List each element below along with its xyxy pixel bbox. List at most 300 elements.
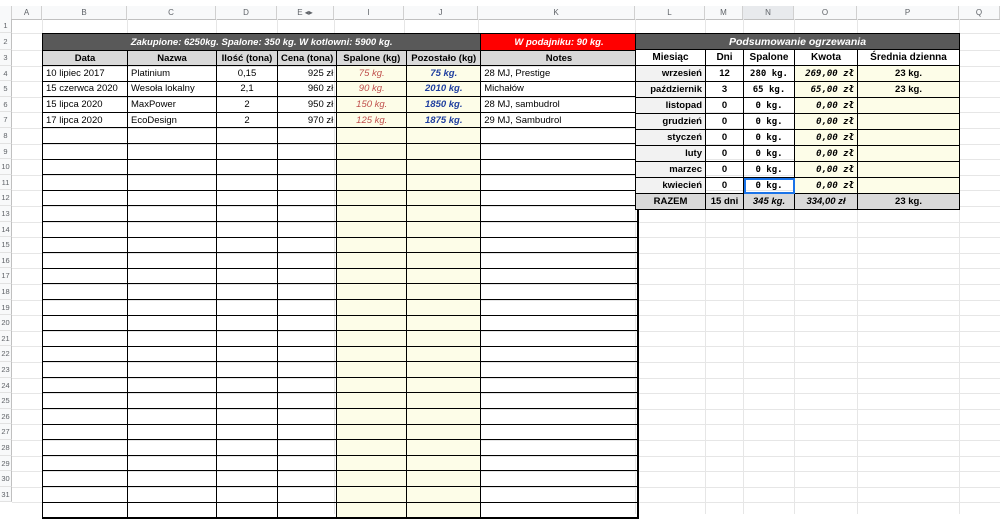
cell-spalone[interactable] — [337, 253, 407, 269]
cell-notes[interactable] — [481, 221, 638, 237]
cell-ilosc[interactable] — [217, 331, 278, 347]
row-header-24[interactable]: 24 — [0, 378, 12, 394]
cell-ilosc[interactable] — [217, 424, 278, 440]
cell-nazwa[interactable] — [128, 315, 217, 331]
cell-cena[interactable] — [278, 424, 337, 440]
row-header-28[interactable]: 28 — [0, 440, 12, 456]
cell-nazwa[interactable] — [128, 143, 217, 159]
summary-cell-amt[interactable]: 0,00 zł — [795, 98, 858, 114]
cell-pozostalo[interactable] — [407, 393, 481, 409]
row-header-1[interactable]: 1 — [0, 19, 12, 33]
cell-pozostalo[interactable] — [407, 175, 481, 191]
cell-data[interactable]: 10 lipiec 2017 — [43, 66, 128, 82]
cell-spalone[interactable] — [337, 331, 407, 347]
cell-cena[interactable]: 960 zł — [278, 81, 337, 97]
cell-notes[interactable] — [481, 253, 638, 269]
cell-notes[interactable] — [481, 315, 638, 331]
cell-spalone[interactable]: 90 kg. — [337, 81, 407, 97]
cell-pozostalo[interactable] — [407, 143, 481, 159]
cell-cena[interactable] — [278, 440, 337, 456]
row-header-3[interactable]: 3 — [0, 50, 12, 66]
cell-spalone[interactable] — [337, 455, 407, 471]
cell-data[interactable] — [43, 331, 128, 347]
header-cena[interactable]: Cena (tona) — [278, 51, 337, 66]
cell-cena[interactable] — [278, 502, 337, 518]
column-header-p[interactable]: P — [857, 6, 959, 19]
feeder-banner[interactable]: W podajniku: 90 kg. — [481, 34, 638, 51]
cell-notes[interactable]: 28 MJ, Prestige — [481, 66, 638, 82]
cell-pozostalo[interactable] — [407, 284, 481, 300]
cell-ilosc[interactable] — [217, 440, 278, 456]
cell-ilosc[interactable] — [217, 268, 278, 284]
cell-ilosc[interactable] — [217, 206, 278, 222]
cell-pozostalo[interactable] — [407, 346, 481, 362]
cell-spalone[interactable] — [337, 221, 407, 237]
select-all-corner[interactable] — [0, 6, 12, 19]
summary-cell-amt[interactable]: 0,00 zł — [795, 114, 858, 130]
cell-cena[interactable] — [278, 190, 337, 206]
summary-cell-days[interactable]: 3 — [706, 82, 744, 98]
cell-data[interactable] — [43, 190, 128, 206]
summary-cell-burn[interactable]: 280 kg. — [744, 66, 795, 82]
cell-data[interactable] — [43, 377, 128, 393]
cell-notes[interactable] — [481, 362, 638, 378]
cell-pozostalo[interactable] — [407, 299, 481, 315]
cell-notes[interactable] — [481, 455, 638, 471]
column-header-d[interactable]: D — [216, 6, 277, 19]
summary-cell-amt[interactable]: 269,00 zł — [795, 66, 858, 82]
cell-spalone[interactable] — [337, 409, 407, 425]
hidden-columns-arrows-icon[interactable]: ◂▸ — [304, 8, 313, 17]
cell-ilosc[interactable] — [217, 393, 278, 409]
cell-ilosc[interactable] — [217, 175, 278, 191]
column-header-a[interactable]: A — [12, 6, 42, 19]
column-header-i[interactable]: I — [334, 6, 404, 19]
row-header-30[interactable]: 30 — [0, 471, 12, 487]
cell-spalone[interactable] — [337, 175, 407, 191]
cell-ilosc[interactable] — [217, 487, 278, 503]
cell-nazwa[interactable] — [128, 346, 217, 362]
summary-cell-days[interactable]: 12 — [706, 66, 744, 82]
summary-cell-month[interactable]: październik — [636, 82, 706, 98]
row-header-6[interactable]: 6 — [0, 97, 12, 113]
cell-notes[interactable] — [481, 393, 638, 409]
column-header-e[interactable] — [277, 6, 334, 19]
cell-spalone[interactable] — [337, 502, 407, 518]
cell-nazwa[interactable] — [128, 409, 217, 425]
cell-nazwa[interactable] — [128, 377, 217, 393]
summary-cell-days[interactable]: 0 — [706, 130, 744, 146]
cell-spalone[interactable]: 150 kg. — [337, 97, 407, 113]
cell-notes[interactable] — [481, 268, 638, 284]
cell-ilosc[interactable] — [217, 253, 278, 269]
row-header-4[interactable]: 4 — [0, 66, 12, 82]
row-header-11[interactable]: 11 — [0, 175, 12, 191]
summary-cell-month[interactable]: marzec — [636, 162, 706, 178]
summary-cell-month[interactable]: listopad — [636, 98, 706, 114]
summary-cell-burn[interactable]: 0 kg. — [744, 130, 795, 146]
row-header-15[interactable]: 15 — [0, 237, 12, 253]
cell-spalone[interactable] — [337, 299, 407, 315]
column-header-n[interactable]: N — [743, 6, 794, 19]
summary-title[interactable]: Podsumowanie ogrzewania — [636, 34, 960, 50]
cell-ilosc[interactable] — [217, 284, 278, 300]
cell-spalone[interactable] — [337, 268, 407, 284]
summary-cell-days[interactable]: 0 — [706, 178, 744, 194]
cell-data[interactable] — [43, 253, 128, 269]
cell-ilosc[interactable] — [217, 346, 278, 362]
row-header-20[interactable]: 20 — [0, 315, 12, 331]
cell-notes[interactable] — [481, 143, 638, 159]
cell-pozostalo[interactable] — [407, 237, 481, 253]
cell-pozostalo[interactable] — [407, 424, 481, 440]
summary-cell-month[interactable]: luty — [636, 146, 706, 162]
cell-pozostalo[interactable] — [407, 440, 481, 456]
cell-ilosc[interactable] — [217, 143, 278, 159]
row-header-31[interactable]: 31 — [0, 487, 12, 503]
cell-nazwa[interactable]: EcoDesign — [128, 112, 217, 128]
summary-cell-avg[interactable] — [858, 162, 960, 178]
row-header-25[interactable]: 25 — [0, 393, 12, 409]
summary-cell-month[interactable]: kwiecień — [636, 178, 706, 194]
cell-pozostalo[interactable] — [407, 362, 481, 378]
cell-nazwa[interactable] — [128, 175, 217, 191]
cell-spalone[interactable] — [337, 190, 407, 206]
cell-data[interactable] — [43, 128, 128, 144]
header-notes[interactable]: Notes — [481, 51, 638, 66]
summary-cell-avg[interactable]: 23 kg. — [858, 82, 960, 98]
header-nazwa[interactable]: Nazwa — [128, 51, 217, 66]
header-pozostalo[interactable]: Pozostało (kg) — [407, 51, 481, 66]
column-header-l[interactable]: L — [635, 6, 705, 19]
cell-ilosc[interactable] — [217, 128, 278, 144]
cell-data[interactable] — [43, 393, 128, 409]
cell-notes[interactable] — [481, 487, 638, 503]
column-header-k[interactable]: K — [478, 6, 635, 19]
cell-notes[interactable] — [481, 237, 638, 253]
cell-nazwa[interactable] — [128, 284, 217, 300]
column-header-j[interactable]: J — [404, 6, 478, 19]
cell-ilosc[interactable] — [217, 221, 278, 237]
cell-nazwa[interactable] — [128, 393, 217, 409]
cell-pozostalo[interactable]: 1850 kg. — [407, 97, 481, 113]
cell-data[interactable] — [43, 315, 128, 331]
cell-cena[interactable]: 950 zł — [278, 97, 337, 113]
cell-spalone[interactable]: 75 kg. — [337, 66, 407, 82]
cell-cena[interactable] — [278, 237, 337, 253]
cell-cena[interactable] — [278, 206, 337, 222]
total-daily-avg[interactable]: 23 kg. — [858, 194, 960, 210]
row-header-23[interactable]: 23 — [0, 362, 12, 378]
summary-cell-amt[interactable]: 0,00 zł — [795, 130, 858, 146]
cell-cena[interactable] — [278, 143, 337, 159]
cell-ilosc[interactable] — [217, 315, 278, 331]
summary-cell-amt[interactable]: 0,00 zł — [795, 162, 858, 178]
total-days[interactable]: 15 dni — [706, 194, 744, 210]
cell-cena[interactable] — [278, 221, 337, 237]
cell-pozostalo[interactable] — [407, 487, 481, 503]
row-header-27[interactable]: 27 — [0, 424, 12, 440]
cell-data[interactable] — [43, 206, 128, 222]
row-header-5[interactable]: 5 — [0, 81, 12, 97]
cell-pozostalo[interactable] — [407, 221, 481, 237]
row-header-12[interactable]: 12 — [0, 190, 12, 206]
cell-cena[interactable] — [278, 315, 337, 331]
cell-notes[interactable] — [481, 440, 638, 456]
cell-notes[interactable] — [481, 206, 638, 222]
cell-ilosc[interactable]: 2 — [217, 97, 278, 113]
row-header-10[interactable]: 10 — [0, 159, 12, 175]
cell-pozostalo[interactable] — [407, 502, 481, 518]
cell-pozostalo[interactable] — [407, 190, 481, 206]
cell-notes[interactable] — [481, 424, 638, 440]
column-header-q[interactable]: Q — [959, 6, 1000, 19]
cell-cena[interactable] — [278, 346, 337, 362]
summary-cell-burn[interactable]: 0 kg. — [744, 114, 795, 130]
cell-nazwa[interactable] — [128, 206, 217, 222]
cell-data[interactable]: 17 lipca 2020 — [43, 112, 128, 128]
cell-cena[interactable] — [278, 299, 337, 315]
cell-nazwa[interactable] — [128, 253, 217, 269]
row-header-9[interactable]: 9 — [0, 144, 12, 160]
cell-nazwa[interactable] — [128, 362, 217, 378]
cell-cena[interactable] — [278, 331, 337, 347]
cell-notes[interactable] — [481, 377, 638, 393]
row-header-8[interactable]: 8 — [0, 128, 12, 144]
cell-ilosc[interactable]: 2 — [217, 112, 278, 128]
cell-spalone[interactable] — [337, 128, 407, 144]
cell-cena[interactable] — [278, 175, 337, 191]
summary-cell-burn[interactable]: 0 kg. — [744, 98, 795, 114]
cell-notes[interactable]: 28 MJ, sambudrol — [481, 97, 638, 113]
cell-spalone[interactable] — [337, 362, 407, 378]
summary-cell-burn[interactable]: 0 kg. — [744, 178, 795, 194]
summary-cell-avg[interactable]: 23 kg. — [858, 66, 960, 82]
summary-header-burned[interactable]: Spalone — [744, 50, 795, 66]
cell-data[interactable]: 15 lipca 2020 — [43, 97, 128, 113]
cell-data[interactable] — [43, 268, 128, 284]
header-data[interactable]: Data — [43, 51, 128, 66]
row-header-13[interactable]: 13 — [0, 206, 12, 222]
cell-data[interactable] — [43, 284, 128, 300]
cell-notes[interactable] — [481, 471, 638, 487]
summary-cell-burn[interactable]: 0 kg. — [744, 162, 795, 178]
cell-pozostalo[interactable] — [407, 455, 481, 471]
column-header-c[interactable]: C — [127, 6, 216, 19]
cell-cena[interactable] — [278, 253, 337, 269]
cell-cena[interactable] — [278, 471, 337, 487]
row-header-19[interactable]: 19 — [0, 300, 12, 316]
cell-data[interactable] — [43, 487, 128, 503]
cell-data[interactable] — [43, 440, 128, 456]
summary-cell-amt[interactable]: 0,00 zł — [795, 178, 858, 194]
cell-ilosc[interactable] — [217, 159, 278, 175]
header-ilosc[interactable]: Ilość (tona) — [217, 51, 278, 66]
cell-data[interactable] — [43, 424, 128, 440]
cell-spalone[interactable] — [337, 237, 407, 253]
cell-pozostalo[interactable]: 2010 kg. — [407, 81, 481, 97]
cell-pozostalo[interactable] — [407, 206, 481, 222]
row-header-21[interactable]: 21 — [0, 331, 12, 347]
summary-cell-amt[interactable]: 65,00 zł — [795, 82, 858, 98]
cell-nazwa[interactable]: Wesoła lokalny — [128, 81, 217, 97]
cell-ilosc[interactable] — [217, 502, 278, 518]
cell-cena[interactable] — [278, 268, 337, 284]
row-header-7[interactable]: 7 — [0, 112, 12, 128]
summary-cell-avg[interactable] — [858, 130, 960, 146]
cell-nazwa[interactable] — [128, 440, 217, 456]
cell-nazwa[interactable] — [128, 128, 217, 144]
cell-notes[interactable] — [481, 190, 638, 206]
cell-notes[interactable]: 29 MJ, Sambudrol — [481, 112, 638, 128]
cell-pozostalo[interactable] — [407, 409, 481, 425]
cell-nazwa[interactable] — [128, 299, 217, 315]
row-header-29[interactable]: 29 — [0, 456, 12, 472]
cell-spalone[interactable] — [337, 315, 407, 331]
column-header-m[interactable]: M — [705, 6, 743, 19]
summary-cell-month[interactable]: wrzesień — [636, 66, 706, 82]
cell-pozostalo[interactable] — [407, 315, 481, 331]
cell-spalone[interactable] — [337, 206, 407, 222]
summary-cell-avg[interactable] — [858, 146, 960, 162]
cell-spalone[interactable] — [337, 346, 407, 362]
cell-pozostalo[interactable] — [407, 268, 481, 284]
row-header-16[interactable]: 16 — [0, 253, 12, 269]
purchase-summary-banner[interactable]: Zakupione: 6250kg. Spalone: 350 kg. W kotlowni: 5900 kg. — [43, 34, 481, 51]
cell-ilosc[interactable]: 0,15 — [217, 66, 278, 82]
cell-spalone[interactable] — [337, 440, 407, 456]
cell-pozostalo[interactable] — [407, 331, 481, 347]
cell-notes[interactable] — [481, 128, 638, 144]
cell-cena[interactable] — [278, 393, 337, 409]
cell-ilosc[interactable] — [217, 362, 278, 378]
cell-notes[interactable] — [481, 175, 638, 191]
cell-nazwa[interactable] — [128, 221, 217, 237]
cell-cena[interactable] — [278, 455, 337, 471]
cell-spalone[interactable] — [337, 284, 407, 300]
summary-cell-days[interactable]: 0 — [706, 162, 744, 178]
cell-data[interactable] — [43, 237, 128, 253]
cell-cena[interactable] — [278, 377, 337, 393]
row-header-2[interactable]: 2 — [0, 33, 12, 50]
cell-pozostalo[interactable]: 75 kg. — [407, 66, 481, 82]
cell-cena[interactable] — [278, 487, 337, 503]
cell-ilosc[interactable]: 2,1 — [217, 81, 278, 97]
cell-data[interactable] — [43, 346, 128, 362]
cell-nazwa[interactable]: Platinium — [128, 66, 217, 82]
cell-nazwa[interactable] — [128, 159, 217, 175]
cell-cena[interactable] — [278, 128, 337, 144]
cell-nazwa[interactable] — [128, 268, 217, 284]
cell-cena[interactable]: 925 zł — [278, 66, 337, 82]
row-header-17[interactable]: 17 — [0, 268, 12, 284]
summary-header-days[interactable]: Dni — [706, 50, 744, 66]
row-header-22[interactable]: 22 — [0, 346, 12, 362]
cell-nazwa[interactable] — [128, 237, 217, 253]
cell-spalone[interactable] — [337, 424, 407, 440]
cell-nazwa[interactable] — [128, 487, 217, 503]
summary-header-month[interactable]: Miesiąc — [636, 50, 706, 66]
cell-ilosc[interactable] — [217, 190, 278, 206]
summary-cell-avg[interactable] — [858, 114, 960, 130]
cell-ilosc[interactable] — [217, 299, 278, 315]
cell-data[interactable] — [43, 143, 128, 159]
summary-cell-days[interactable]: 0 — [706, 146, 744, 162]
summary-cell-avg[interactable] — [858, 178, 960, 194]
cell-cena[interactable] — [278, 362, 337, 378]
cell-cena[interactable] — [278, 159, 337, 175]
summary-cell-amt[interactable]: 0,00 zł — [795, 146, 858, 162]
cell-cena[interactable]: 970 zł — [278, 112, 337, 128]
cell-nazwa[interactable] — [128, 471, 217, 487]
cell-notes[interactable] — [481, 284, 638, 300]
summary-header-amount[interactable]: Kwota — [795, 50, 858, 66]
cell-ilosc[interactable] — [217, 409, 278, 425]
cell-ilosc[interactable] — [217, 471, 278, 487]
cell-ilosc[interactable] — [217, 377, 278, 393]
cell-data[interactable] — [43, 409, 128, 425]
cell-pozostalo[interactable] — [407, 128, 481, 144]
summary-cell-month[interactable]: grudzień — [636, 114, 706, 130]
cell-spalone[interactable] — [337, 159, 407, 175]
cell-nazwa[interactable] — [128, 190, 217, 206]
row-header-18[interactable]: 18 — [0, 284, 12, 300]
cell-pozostalo[interactable] — [407, 377, 481, 393]
cell-pozostalo[interactable] — [407, 253, 481, 269]
cell-nazwa[interactable] — [128, 331, 217, 347]
row-header-26[interactable]: 26 — [0, 409, 12, 425]
cell-nazwa[interactable] — [128, 502, 217, 518]
cell-data[interactable]: 15 czerwca 2020 — [43, 81, 128, 97]
column-header-o[interactable]: O — [794, 6, 857, 19]
cell-notes[interactable] — [481, 409, 638, 425]
summary-cell-month[interactable]: styczeń — [636, 130, 706, 146]
cell-notes[interactable] — [481, 159, 638, 175]
column-header-b[interactable]: B — [42, 6, 127, 19]
cell-data[interactable] — [43, 299, 128, 315]
cell-pozostalo[interactable] — [407, 471, 481, 487]
cell-cena[interactable] — [278, 284, 337, 300]
cell-pozostalo[interactable] — [407, 159, 481, 175]
cell-data[interactable] — [43, 502, 128, 518]
summary-cell-days[interactable]: 0 — [706, 114, 744, 130]
cell-notes[interactable]: Michałów — [481, 81, 638, 97]
header-spalone[interactable]: Spalone (kg) — [337, 51, 407, 66]
cell-spalone[interactable] — [337, 377, 407, 393]
total-label[interactable]: RAZEM — [636, 194, 706, 210]
cell-nazwa[interactable] — [128, 424, 217, 440]
cell-notes[interactable] — [481, 299, 638, 315]
cell-spalone[interactable] — [337, 143, 407, 159]
cell-data[interactable] — [43, 175, 128, 191]
cell-data[interactable] — [43, 221, 128, 237]
summary-cell-burn[interactable]: 0 kg. — [744, 146, 795, 162]
cell-spalone[interactable]: 125 kg. — [337, 112, 407, 128]
total-amount[interactable]: 334,00 zł — [795, 194, 858, 210]
cell-nazwa[interactable] — [128, 455, 217, 471]
cell-notes[interactable] — [481, 346, 638, 362]
cell-data[interactable] — [43, 362, 128, 378]
cell-notes[interactable] — [481, 502, 638, 518]
cell-ilosc[interactable] — [217, 237, 278, 253]
cell-spalone[interactable] — [337, 393, 407, 409]
total-burned[interactable]: 345 kg. — [744, 194, 795, 210]
cell-pozostalo[interactable]: 1875 kg. — [407, 112, 481, 128]
summary-cell-days[interactable]: 0 — [706, 98, 744, 114]
row-header-14[interactable]: 14 — [0, 222, 12, 238]
cell-ilosc[interactable] — [217, 455, 278, 471]
cell-data[interactable] — [43, 159, 128, 175]
